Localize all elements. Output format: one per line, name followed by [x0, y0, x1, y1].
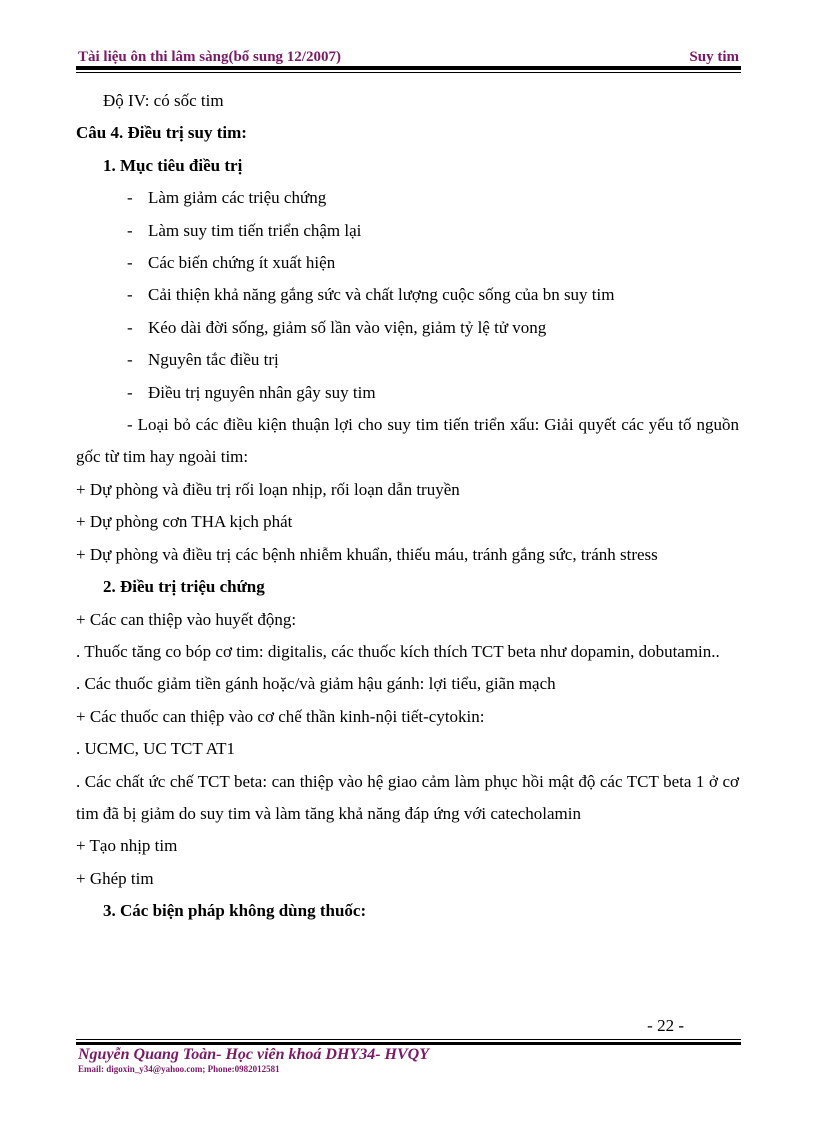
footer-contact: Email: digoxin_y34@yahoo.com; Phone:0982012581: [78, 1064, 280, 1074]
prevention-item-1: + Dự phòng và điều trị rối loạn nhịp, rối loạn dẫn truyền: [76, 479, 460, 499]
footer-rule-thin: [76, 1039, 741, 1040]
line-degree-iv: Độ IV: có sốc tim: [103, 91, 224, 110]
footer-rule-thick: [76, 1042, 741, 1045]
list-item: - Làm giảm các triệu chứng: [127, 188, 327, 208]
paragraph: . Các thuốc giảm tiền gánh hoặc/và giảm hậu gánh: lợi tiểu, giãn mạch: [76, 674, 556, 694]
header-section: Suy tim: [689, 49, 739, 65]
prevention-item-2: + Dự phòng cơn THA kịch phát: [76, 512, 293, 532]
section-2-title: 2. Điều trị triệu chứng: [103, 577, 265, 597]
list-item: - Nguyên tắc điều trị: [127, 350, 279, 370]
paragraph: + Các can thiệp vào huyết động:: [76, 609, 297, 629]
paragraph: + Tạo nhịp tim: [76, 836, 178, 856]
header-rule-thick: [76, 66, 741, 70]
paragraph: . UCMC, UC TCT AT1: [76, 739, 236, 759]
list-item: - Điều trị nguyên nhân gây suy tim: [127, 382, 376, 402]
section-1-title: 1. Mục tiêu điều trị: [103, 155, 243, 175]
list-item-long: - Loại bỏ các điều kiện thuận lợi cho suy tim tiến triển xấu: Giải quyết các yếu tố nguồn gốc từ tim hay ngoài tim:: [76, 415, 739, 467]
list-item: - Các biến chứng ít xuất hiện: [127, 253, 336, 273]
header-title: Tài liệu ôn thi lâm sàng(bổ sung 12/2007): [78, 49, 341, 65]
list-item: - Làm suy tim tiến triển chậm lại: [127, 220, 362, 240]
header-rule-thin: [76, 72, 741, 73]
footer-author: Nguyễn Quang Toàn- Học viên khoá DHY34- HVQY: [78, 1046, 429, 1063]
section-3-title: 3. Các biện pháp không dùng thuốc:: [103, 901, 367, 921]
page-number: - 22 -: [647, 1016, 684, 1035]
list-item: - Kéo dài đời sống, giảm số lần vào viện, giảm tỷ lệ tử vong: [127, 317, 547, 337]
question-heading: Câu 4. Điều trị suy tim:: [76, 123, 247, 143]
prevention-item-3: + Dự phòng và điều trị các bệnh nhiễm khuẩn, thiếu máu, tránh gắng sức, tránh stress: [76, 544, 658, 564]
paragraph: + Các thuốc can thiệp vào cơ chế thần kinh-nội tiết-cytokin:: [76, 706, 485, 726]
document-body: [76, 85, 739, 928]
paragraph: . Các chất ức chế TCT beta: can thiệp vào hệ giao cảm làm phục hồi mật độ các TCT beta 1 ở cơ tim đã bị giảm do suy tim và làm tăng khả năng đáp ứng với catecholamin: [76, 771, 739, 823]
paragraph: . Thuốc tăng co bóp cơ tim: digitalis, các thuốc kích thích TCT beta như dopamin, dobutamin..: [76, 641, 720, 661]
paragraph: + Ghép tim: [76, 868, 154, 888]
page-header: [78, 47, 739, 67]
list-item: - Cải thiện khả năng gắng sức và chất lượng cuộc sống của bn suy tim: [127, 285, 615, 305]
